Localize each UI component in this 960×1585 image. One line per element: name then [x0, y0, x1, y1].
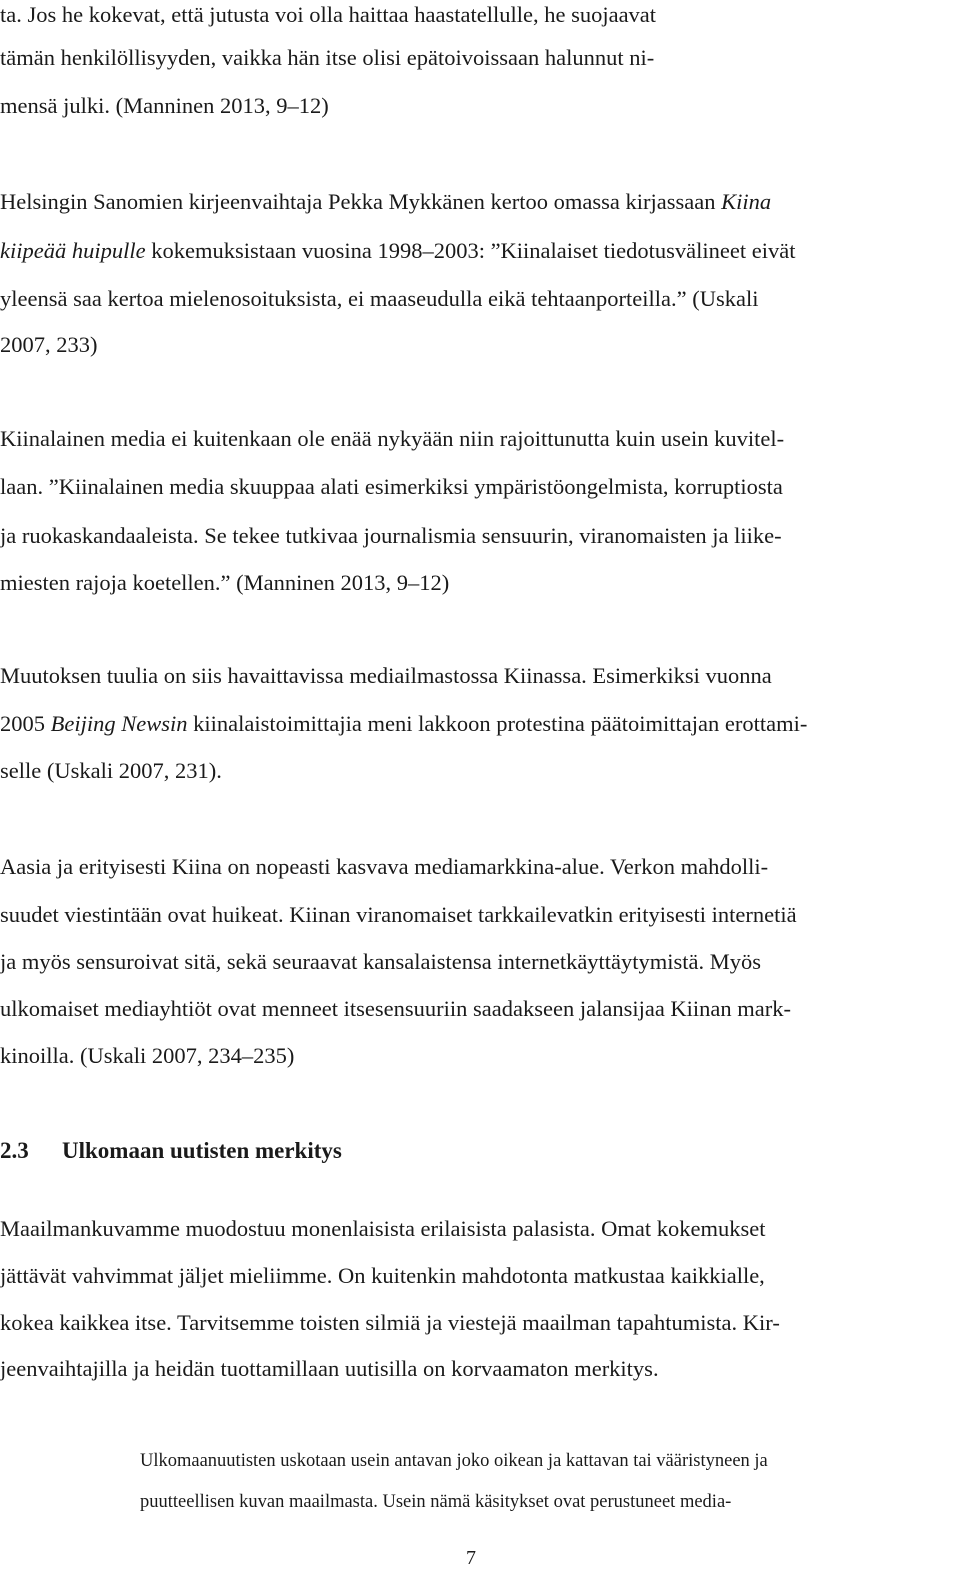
body-text-line: ja myös sensuroivat sitä, sekä seuraavat kansalaistensa internetkäyttäytymistä. Myös	[0, 949, 762, 974]
block-quote-line: Ulkomaanuutisten uskotaan usein antavan joko oikean ja kattavan tai vääristyneen ja	[140, 1451, 768, 1471]
body-text-line: mensä julki. (Manninen 2013, 9–12)	[0, 93, 329, 118]
body-text-line	[0, 709, 960, 739]
body-text-line: Aasia ja erityisesti Kiina on nopeasti kasvava mediamarkkina-alue. Verkon mahdolli-	[0, 854, 769, 879]
text-run: Helsingin Sanomien kirjeenvaihtaja Pekka Mykkänen kertoo omassa kirjassaan	[0, 189, 722, 214]
body-text-line	[0, 187, 960, 217]
body-text-line: ulkomaiset mediayhtiöt ovat menneet itsesensuuriin saadakseen jalansijaa Kiinan mark-	[0, 996, 792, 1021]
text-run: 2005	[0, 711, 51, 736]
text-run: kokemuksistaan vuosina 1998–2003: ”Kiinalaiset tiedotusvälineet eivät	[145, 238, 796, 263]
body-text-line: suudet viestintään ovat huikeat. Kiinan viranomaiset tarkkailevatkin erityisesti internetiä	[0, 902, 797, 927]
body-text-line	[0, 236, 960, 266]
body-text-line: selle (Uskali 2007, 231).	[0, 758, 222, 783]
section-heading	[0, 1136, 342, 1166]
body-text-line: Kiinalainen media ei kuitenkaan ole enää nykyään niin rajoittunutta kuin usein kuvitel-	[0, 426, 785, 451]
body-text-line: 2007, 233)	[0, 332, 98, 357]
body-text-line: jättävät vahvimmat jäljet mieliimme. On kuitenkin mahdotonta matkustaa kaikkialle,	[0, 1263, 765, 1288]
body-text-line: ja ruokaskandaaleista. Se tekee tutkivaa journalismia sensuurin, viranomaisten ja liike-	[0, 523, 782, 548]
publication-name: Beijing Newsin	[50, 711, 188, 736]
section-title: Ulkomaan uutisten merkitys	[62, 1138, 342, 1163]
body-text-line: yleensä saa kertoa mielenosoituksista, ei maaseudulla eikä tehtaanporteilla.” (Uskali	[0, 286, 759, 311]
body-text-line: jeenvaihtajilla ja heidän tuottamillaan uutisilla on korvaamaton merkitys.	[0, 1356, 659, 1381]
block-quote-line: puutteellisen kuvan maailmasta. Usein nämä käsitykset ovat perustuneet media-	[140, 1492, 732, 1512]
body-text-line: Maailmankuvamme muodostuu monenlaisista erilaisista palasista. Omat kokemukset	[0, 1216, 766, 1241]
body-text-line: kokea kaikkea itse. Tarvitsemme toisten silmiä ja viestejä maailman tapahtumista. Kir-	[0, 1310, 780, 1335]
body-text-line: ta. Jos he kokevat, että jutusta voi olla haittaa haastatellulle, he suojaavat	[0, 2, 657, 27]
section-number: 2.3	[0, 1138, 29, 1163]
text-run: kiinalaistoimittajia meni lakkoon protestina päätoimittajan erottami-	[187, 711, 808, 736]
body-text-line: tämän henkilöllisyyden, vaikka hän itse olisi epätoivoissaan halunnut ni-	[0, 45, 655, 70]
page-number: 7	[466, 1547, 476, 1569]
book-title: kiipeää huipulle	[0, 238, 146, 263]
body-text-line: miesten rajoja koetellen.” (Manninen 2013, 9–12)	[0, 570, 450, 595]
book-title: Kiina	[721, 189, 772, 214]
body-text-line: laan. ”Kiinalainen media skuuppaa alati esimerkiksi ympäristöongelmista, korruptiosta	[0, 474, 783, 499]
body-text-line: kinoilla. (Uskali 2007, 234–235)	[0, 1043, 295, 1068]
body-text-line: Muutoksen tuulia on siis havaittavissa mediailmastossa Kiinassa. Esimerkiksi vuonna	[0, 663, 772, 688]
